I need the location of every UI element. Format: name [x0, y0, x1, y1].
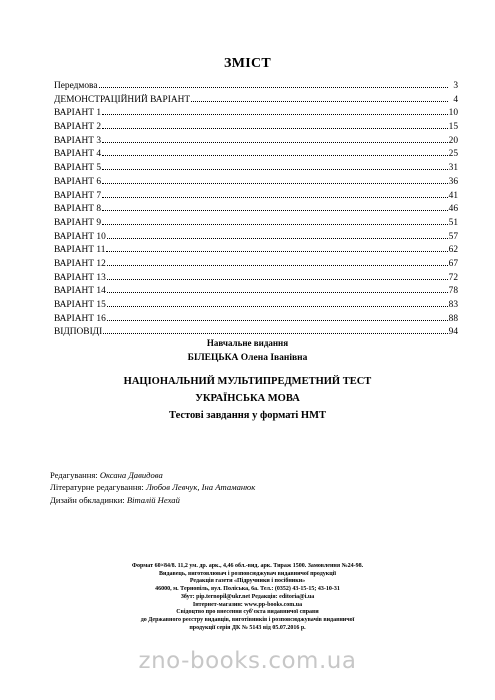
toc-item-label: ВАРІАНТ 4 — [54, 149, 102, 160]
imprint-line: продукції серія ДК № 5143 від 05.07.2016 р. — [189, 624, 306, 631]
toc-title: ЗМІСТ — [224, 56, 271, 71]
toc-item-page: 3 — [453, 81, 458, 91]
toc-item-label: ВАРІАНТ 9 — [54, 217, 102, 228]
toc-leader-dots — [107, 311, 448, 321]
book-subject: УКРАЇНСЬКА МОВА — [195, 393, 300, 404]
toc-item-label: ВАРІАНТ 15 — [54, 300, 106, 310]
toc-item-page: 88 — [448, 313, 458, 324]
toc-leader-dots — [102, 146, 448, 156]
toc-leader-dots — [102, 188, 448, 198]
toc-item-page: 72 — [448, 272, 458, 283]
toc-leader-dots — [107, 270, 448, 280]
book-title: НАЦІОНАЛЬНИЙ МУЛЬТИПРЕДМЕТНИЙ ТЕСТ — [123, 376, 372, 387]
toc-leader-dots — [191, 92, 448, 102]
toc-item[interactable] — [54, 270, 458, 284]
imprint-line: Видавець, виготовлювач і розповсюджувач видавничої продукції — [159, 570, 336, 577]
credit-cover-design — [50, 494, 255, 506]
toc-item-page: 15 — [448, 122, 458, 133]
edition-type: Навчальне видання — [206, 338, 289, 348]
toc-item[interactable] — [54, 146, 458, 160]
toc-leader-dots — [103, 324, 447, 334]
toc-item[interactable] — [54, 160, 458, 174]
toc-leader-dots — [107, 297, 448, 307]
toc-item-label: ВАРІАНТ 1 — [54, 108, 102, 119]
toc-leader-dots — [107, 283, 448, 293]
toc-item-label: ВАРІАНТ 7 — [54, 190, 102, 201]
imprint-line: Свідоцтво про внесення суб'єкта видавничої справи — [176, 609, 319, 616]
author-name: БІЛЕЦЬКА Олена Іванівна — [187, 353, 308, 363]
toc-item-label: ВІДПОВІДІ — [54, 327, 103, 338]
imprint-block — [0, 563, 495, 632]
credits-block — [50, 469, 255, 506]
imprint-line: Редакція газети «Підручники і посібники» — [189, 578, 306, 585]
toc-item-page: 83 — [448, 300, 458, 310]
toc-item[interactable] — [54, 201, 458, 215]
credit-literary-editor — [50, 481, 255, 493]
toc-item-label: ВАРІАНТ 8 — [54, 204, 102, 215]
credit-role: Літературне редагування: — [50, 482, 144, 493]
credit-person: Оксана Давидова — [99, 470, 163, 480]
credit-person: Віталій Нехай — [126, 494, 180, 505]
credit-role: Редагування: — [50, 470, 98, 480]
imprint-line: Збут: pip.ternopil@ukr.net Редакція: editoria@i.ua — [180, 593, 315, 600]
toc-item-page: 10 — [448, 108, 458, 119]
toc-item-page: 4 — [453, 94, 458, 105]
toc-item[interactable] — [54, 297, 458, 311]
toc-item-label: Передмова — [54, 81, 98, 91]
toc-leader-dots — [102, 174, 448, 184]
watermark: zno-books.com.ua — [138, 648, 357, 674]
toc-leader-dots — [102, 160, 448, 170]
toc-leader-dots — [102, 119, 448, 129]
book-subtitle: Тестові завдання у форматі НМТ — [168, 410, 327, 421]
toc-item-label: ВАРІАНТ 5 — [54, 163, 102, 174]
toc-item-label: ВАРІАНТ 14 — [54, 286, 106, 297]
toc-item[interactable] — [54, 133, 458, 147]
toc-leader-dots — [106, 242, 447, 252]
toc-item[interactable] — [54, 119, 458, 133]
toc-item[interactable] — [54, 188, 458, 202]
toc-item[interactable] — [54, 311, 458, 325]
imprint-line: до Державного реєстру видавців, виготівників і розповсюджувачів видавничої — [140, 616, 355, 623]
toc-item-label: ДЕМОНСТРАЦІЙНИЙ ВАРІАНТ — [54, 94, 191, 105]
toc-item-label: ВАРІАНТ 10 — [54, 231, 106, 242]
toc-item[interactable] — [54, 229, 458, 243]
toc-item-label: ВАРІАНТ 12 — [54, 258, 106, 269]
toc-item[interactable] — [54, 242, 458, 256]
imprint-line: Формат 60×84/8. 11,2 ум. др. арк., 4,46 обл.-вид. арк. Тираж 1500. Замовлення №24-98. — [131, 563, 364, 569]
toc-item-page: 36 — [448, 176, 458, 187]
toc-item-label: ВАРІАНТ 16 — [54, 313, 106, 324]
imprint-line: 46000, м. Тернопіль, вул. Поліська, 6а. Тел.: (0352) 43-15-15; 43-10-31 — [155, 586, 340, 593]
toc-item-label: ВАРІАНТ 11 — [54, 245, 106, 256]
toc-leader-dots — [102, 133, 448, 143]
toc-item-label: ВАРІАНТ 13 — [54, 272, 106, 283]
toc-item[interactable] — [54, 174, 458, 188]
toc-item-page: 31 — [448, 163, 458, 174]
toc-item-page: 57 — [448, 231, 458, 242]
toc-item-page: 25 — [448, 149, 458, 160]
toc-item[interactable] — [54, 78, 458, 92]
toc-item-page: 78 — [448, 286, 458, 297]
toc-item[interactable] — [54, 283, 458, 297]
toc-leader-dots — [102, 201, 448, 211]
toc-leader-dots — [107, 229, 448, 239]
toc-item-page: 67 — [448, 258, 458, 269]
toc-leader-dots — [102, 105, 448, 115]
toc-item-label: ВАРІАНТ 6 — [54, 176, 102, 187]
toc-item-label: ВАРІАНТ 3 — [54, 135, 102, 146]
toc-item-page: 62 — [448, 245, 458, 256]
toc-item-page: 20 — [448, 135, 458, 146]
toc-leader-dots — [107, 256, 448, 266]
toc-item[interactable] — [54, 105, 458, 119]
credit-person: Любов Левчук, Іна Атаманюк — [145, 482, 256, 493]
table-of-contents — [54, 78, 458, 338]
toc-item-label: ВАРІАНТ 2 — [54, 122, 102, 133]
toc-item-page: 41 — [448, 190, 458, 201]
toc-item[interactable] — [54, 256, 458, 270]
toc-item-page: 46 — [448, 204, 458, 215]
credit-role: Дизайн обкладинки: — [50, 494, 125, 505]
toc-item[interactable] — [54, 92, 458, 106]
toc-item[interactable] — [54, 324, 458, 338]
imprint-line: Інтернет-магазин: www.pp-books.com.ua — [192, 601, 303, 608]
toc-item-page: 94 — [448, 327, 458, 338]
toc-leader-dots — [99, 78, 448, 88]
toc-item-page: 51 — [448, 217, 458, 228]
toc-leader-dots — [102, 215, 448, 225]
toc-item[interactable] — [54, 215, 458, 229]
credit-editor — [50, 469, 255, 481]
